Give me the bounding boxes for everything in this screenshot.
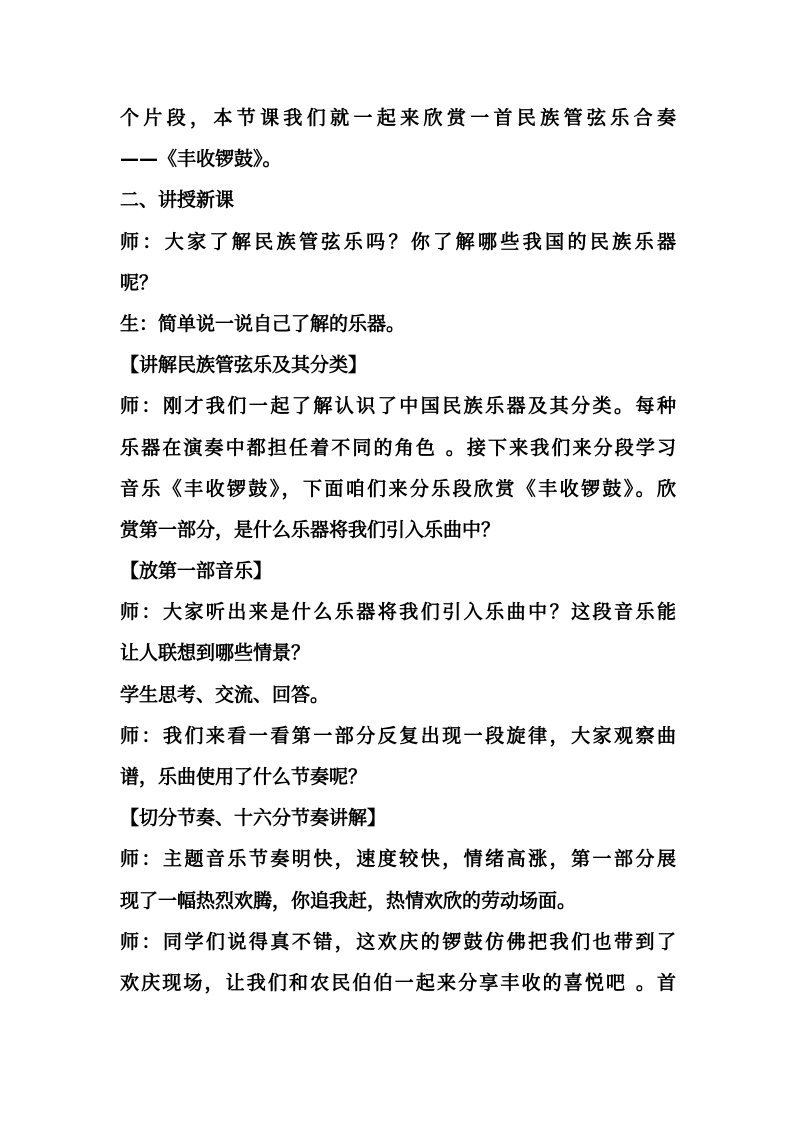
text-line: 师：同学们说得真不错，这欢庆的锣鼓仿佛把我们也带到了 [120, 930, 676, 953]
text-line: 个片段，本节课我们就一起来欣赏一首民族管弦乐合奏 [120, 107, 676, 129]
text-line: 欢庆现场，让我们和农民伯伯一起来分享丰收的喜悦吧 。首 [120, 971, 676, 994]
text-line: 让人联想到哪些情景？ [120, 642, 311, 665]
text-line: 师：大家了解民族管弦乐吗？你了解哪些我国的民族乐器 [120, 230, 676, 253]
text-line: 师：刚才我们一起了解认识了中国民族乐器及其分类。每种 [120, 395, 676, 418]
bracket-note: 【讲解民族管弦乐及其分类】 [120, 354, 368, 377]
section-heading: 二、讲授新课 [120, 189, 235, 212]
text-line: 师：大家听出来是什么乐器将我们引入乐曲中？这段音乐能 [120, 601, 676, 624]
text-line: 乐器在演奏中都担任着不同的角色 。接下来我们来分段学习 [120, 436, 676, 459]
text-line: 谱，乐曲使用了什么节奏呢？ [120, 766, 368, 788]
document-body [120, 98, 676, 1004]
text-line: 学生思考、交流、回答。 [120, 683, 330, 706]
bracket-note: 【放第一部音乐】 [120, 560, 273, 583]
text-line: 音乐《丰收锣鼓》，下面咱们来分乐段欣赏《丰收锣鼓》。欣 [120, 477, 676, 500]
text-line: ——《丰收锣鼓》。 [120, 148, 282, 171]
text-line: 师：我们来看一看第一部分反复出现一段旋律，大家观察曲 [120, 724, 676, 747]
bracket-note: 【切分节奏、十六分节奏讲解】 [120, 807, 387, 830]
text-line: 呢？ [120, 271, 159, 294]
text-line: 生：简单说一说自己了解的乐器。 [120, 312, 406, 335]
text-line: 师：主题音乐节奏明快，速度较快，情绪高涨，第一部分展 [120, 848, 676, 871]
text-line: 赏第一部分，是什么乐器将我们引入乐曲中？ [120, 518, 501, 541]
text-line: 现了一幅热烈欢腾，你追我赶，热情欢欣的劳动场面。 [120, 889, 577, 912]
